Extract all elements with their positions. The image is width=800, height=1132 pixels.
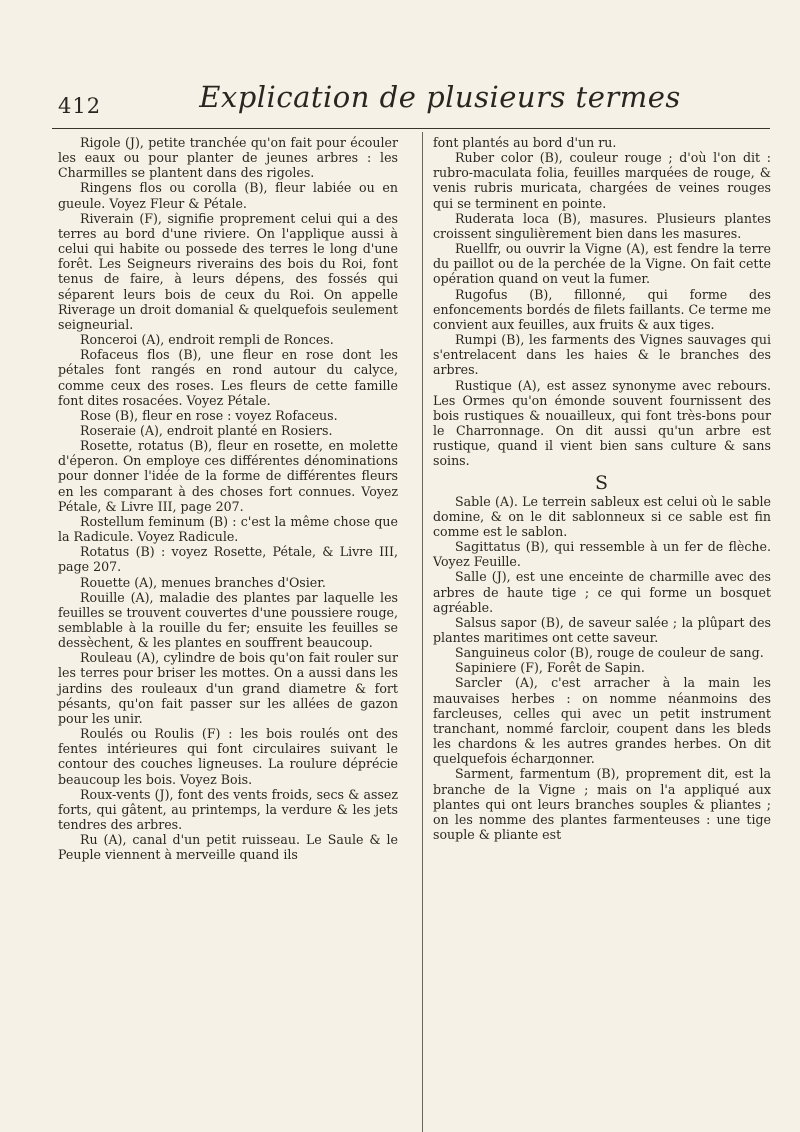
entry-sanguineus: Sanguineus color (B), rouge de couleur de sang. xyxy=(455,645,764,661)
entry-ru-continued: font plantés au bord d'un ru. xyxy=(433,135,617,150)
entry-rouille: Rouille (A), maladie des plantes par laquelle les feuilles se trouvent couvertes d'une poussiere rouge, semblable à la rouille du fer; ensuite les feuilles se dessèchent, & les plantes en souffrent beaucoup. xyxy=(58,589,398,651)
left-column xyxy=(58,135,398,863)
entry-rosette: Rosette, rotatus (B), fleur en rosette, en molette d'éperon. On employe ces différentes dénominations pour donner l'idée de la forme de différentes fleurs en les comparant à des choses fort connues. Voyez Pétale, & Livre III, page 207. xyxy=(58,438,398,514)
page-header xyxy=(50,76,770,126)
entry-riverain: Riverain (F), signifie proprement celui qui a des terres au bord d'une riviere. On l'applique aussi à celui qui habite ou possede des terres le long d'une forêt. Les Seigneurs riverains des bois du Roi, font tenus de faire, à leurs dépens, des fossés qui séparent leurs bois de ceux du Roi. On appelle Riverage un droit domanial & quelquefois seulement seigneurial. xyxy=(58,210,398,332)
entry-roseraie: Roseraie (A), endroit planté en Rosiers. xyxy=(80,422,333,438)
section-letter: S xyxy=(594,472,610,495)
entry-roux-vents: Roux-vents (J), font des vents froids, secs & assez forts, qui gâtent, au printemps, la verdure & les jets tendres des arbres. xyxy=(58,786,398,833)
entry-ruderata: Ruderata loca (B), masures. Plusieurs plantes croissent singulièrement bien dans les masures. xyxy=(433,210,771,241)
entry-sarcler: Sarcler (A), c'est arracher à la main les mauvaises herbes : on nomme néanmoins des farcleuses, celles qui avec un petit instrument tranchant, nommé farcloir, coupent dans les bleds les chardons & les autres grandes herbes. On dit quelquefois écharдonner. xyxy=(433,675,771,767)
entry-roules: Roulés ou Roulis (F) : les bois roulés ont des fentes intérieures qui font circulaires suivant le contour des couches ligneuses. La roulure déprécie beaucoup les bois. Voyez Bois. xyxy=(58,726,398,787)
entry-salle: Salle (J), est une enceinte de charmille avec des arbres de haute tige ; ce qui forme un bosquet agréable. xyxy=(433,569,771,615)
entry-sarment: Sarment, farmentum (B), proprement dit, est la branche de la Vigne ; mais on l'a appliqué aux plantes qui ont leurs branches souples & pliantes ; on les nomme des plantes farmenteuses : une tige souple & pliante est xyxy=(433,766,771,843)
entry-rouette: Rouette (A), menues branches d'Osier. xyxy=(80,574,326,590)
entry-salsus: Salsus sapor (B), de saveur salée ; la plûpart des plantes maritimes ont cette saveur. xyxy=(433,614,771,645)
page-number: 412 xyxy=(58,94,102,118)
entry-sable: Sable (A). Le terrein sableux est celui où le sable domine, & on le dit sablonneux si ce sable est fin comme est le sablon. xyxy=(433,493,771,539)
entry-ruber: Ruber color (B), couleur rouge ; d'où l'on dit : rubro-maculata folia, feuilles marquées de rouge, & venis rubris muricata, chargées de veines rouges qui se terminent en pointe. xyxy=(433,150,771,211)
running-title: Explication de plusieurs termes xyxy=(199,80,681,114)
entry-sagittatus: Sagittatus (B), qui ressemble à un fer de flèche. Voyez Feuille. xyxy=(433,539,771,570)
entry-rumpi: Rumpi (B), les farments des Vignes sauvages qui s'entrelacent dans les haies & le branches des arbres. xyxy=(433,332,771,378)
column-divider xyxy=(422,132,423,1132)
right-column xyxy=(433,135,771,842)
entry-sapiniere: Sapiniere (F), Forêt de Sapin. xyxy=(455,660,645,676)
entry-rugofus: Rugofus (B), fillonné, qui forme des enfoncements bordés de filets faillants. Ce terme me convient aux feuilles, aux fruits & aux tiges. xyxy=(433,286,771,332)
entry-ronceroi: Ronceroi (A), endroit rempli de Ronces. xyxy=(80,332,334,348)
entry-rotatus: Rotatus (B) : voyez Rosette, Pétale, & Livre III, page 207. xyxy=(58,544,398,575)
entry-rostellum: Rostellum feminum (B) : c'est la même chose que la Radicule. Voyez Radicule. xyxy=(58,513,398,545)
entry-rigole: Rigole (J), petite tranchée qu'on fait pour écouler les eaux ou pour planter de jeunes arbres : les Charmilles se plantent dans des rigoles. xyxy=(58,135,398,181)
entry-ruellfr: Ruellfr, ou ouvrir la Vigne (A), est fendre la terre du paillot ou de la perchée de la Vigne. On fait cette opération quand on veut la fumer. xyxy=(433,241,771,287)
entry-rouleau: Rouleau (A), cylindre de bois qu'on fait rouler sur les terres pour briser les mottes. On a aussi dans les jardins des rouleaux d'un grand diametre & fort pésants, qu'on fait passer sur les allées de gazon pour les unir. xyxy=(58,650,398,726)
entry-rose: Rose (B), fleur en rose : voyez Rofaceus. xyxy=(80,407,338,423)
entry-rustique: Rustique (A), est assez synonyme avec rebours. Les Ormes qu'on émonde souvent fournissent des bois rustiques & nouailleux, qui font très-bons pour le Charronnage. On dit aussi qu'un arbre est rustique, quand il vient bien sans culture & sans soins. xyxy=(433,377,771,469)
entry-rofaceus: Rofaceus flos (B), une fleur en rose dont les pétales font rangés en rond autour du calyce, comme ceux des roses. Les fleurs de cette famille font dites rosacées. Voyez Pétale. xyxy=(58,347,398,408)
entry-ru: Ru (A), canal d'un petit ruisseau. Le Saule & le Peuple viennent à merveille quand ils xyxy=(58,832,398,863)
entry-ringens: Ringens flos ou corolla (B), fleur labiée ou en gueule. Voyez Fleur & Pétale. xyxy=(58,180,398,211)
header-rule xyxy=(52,128,770,129)
